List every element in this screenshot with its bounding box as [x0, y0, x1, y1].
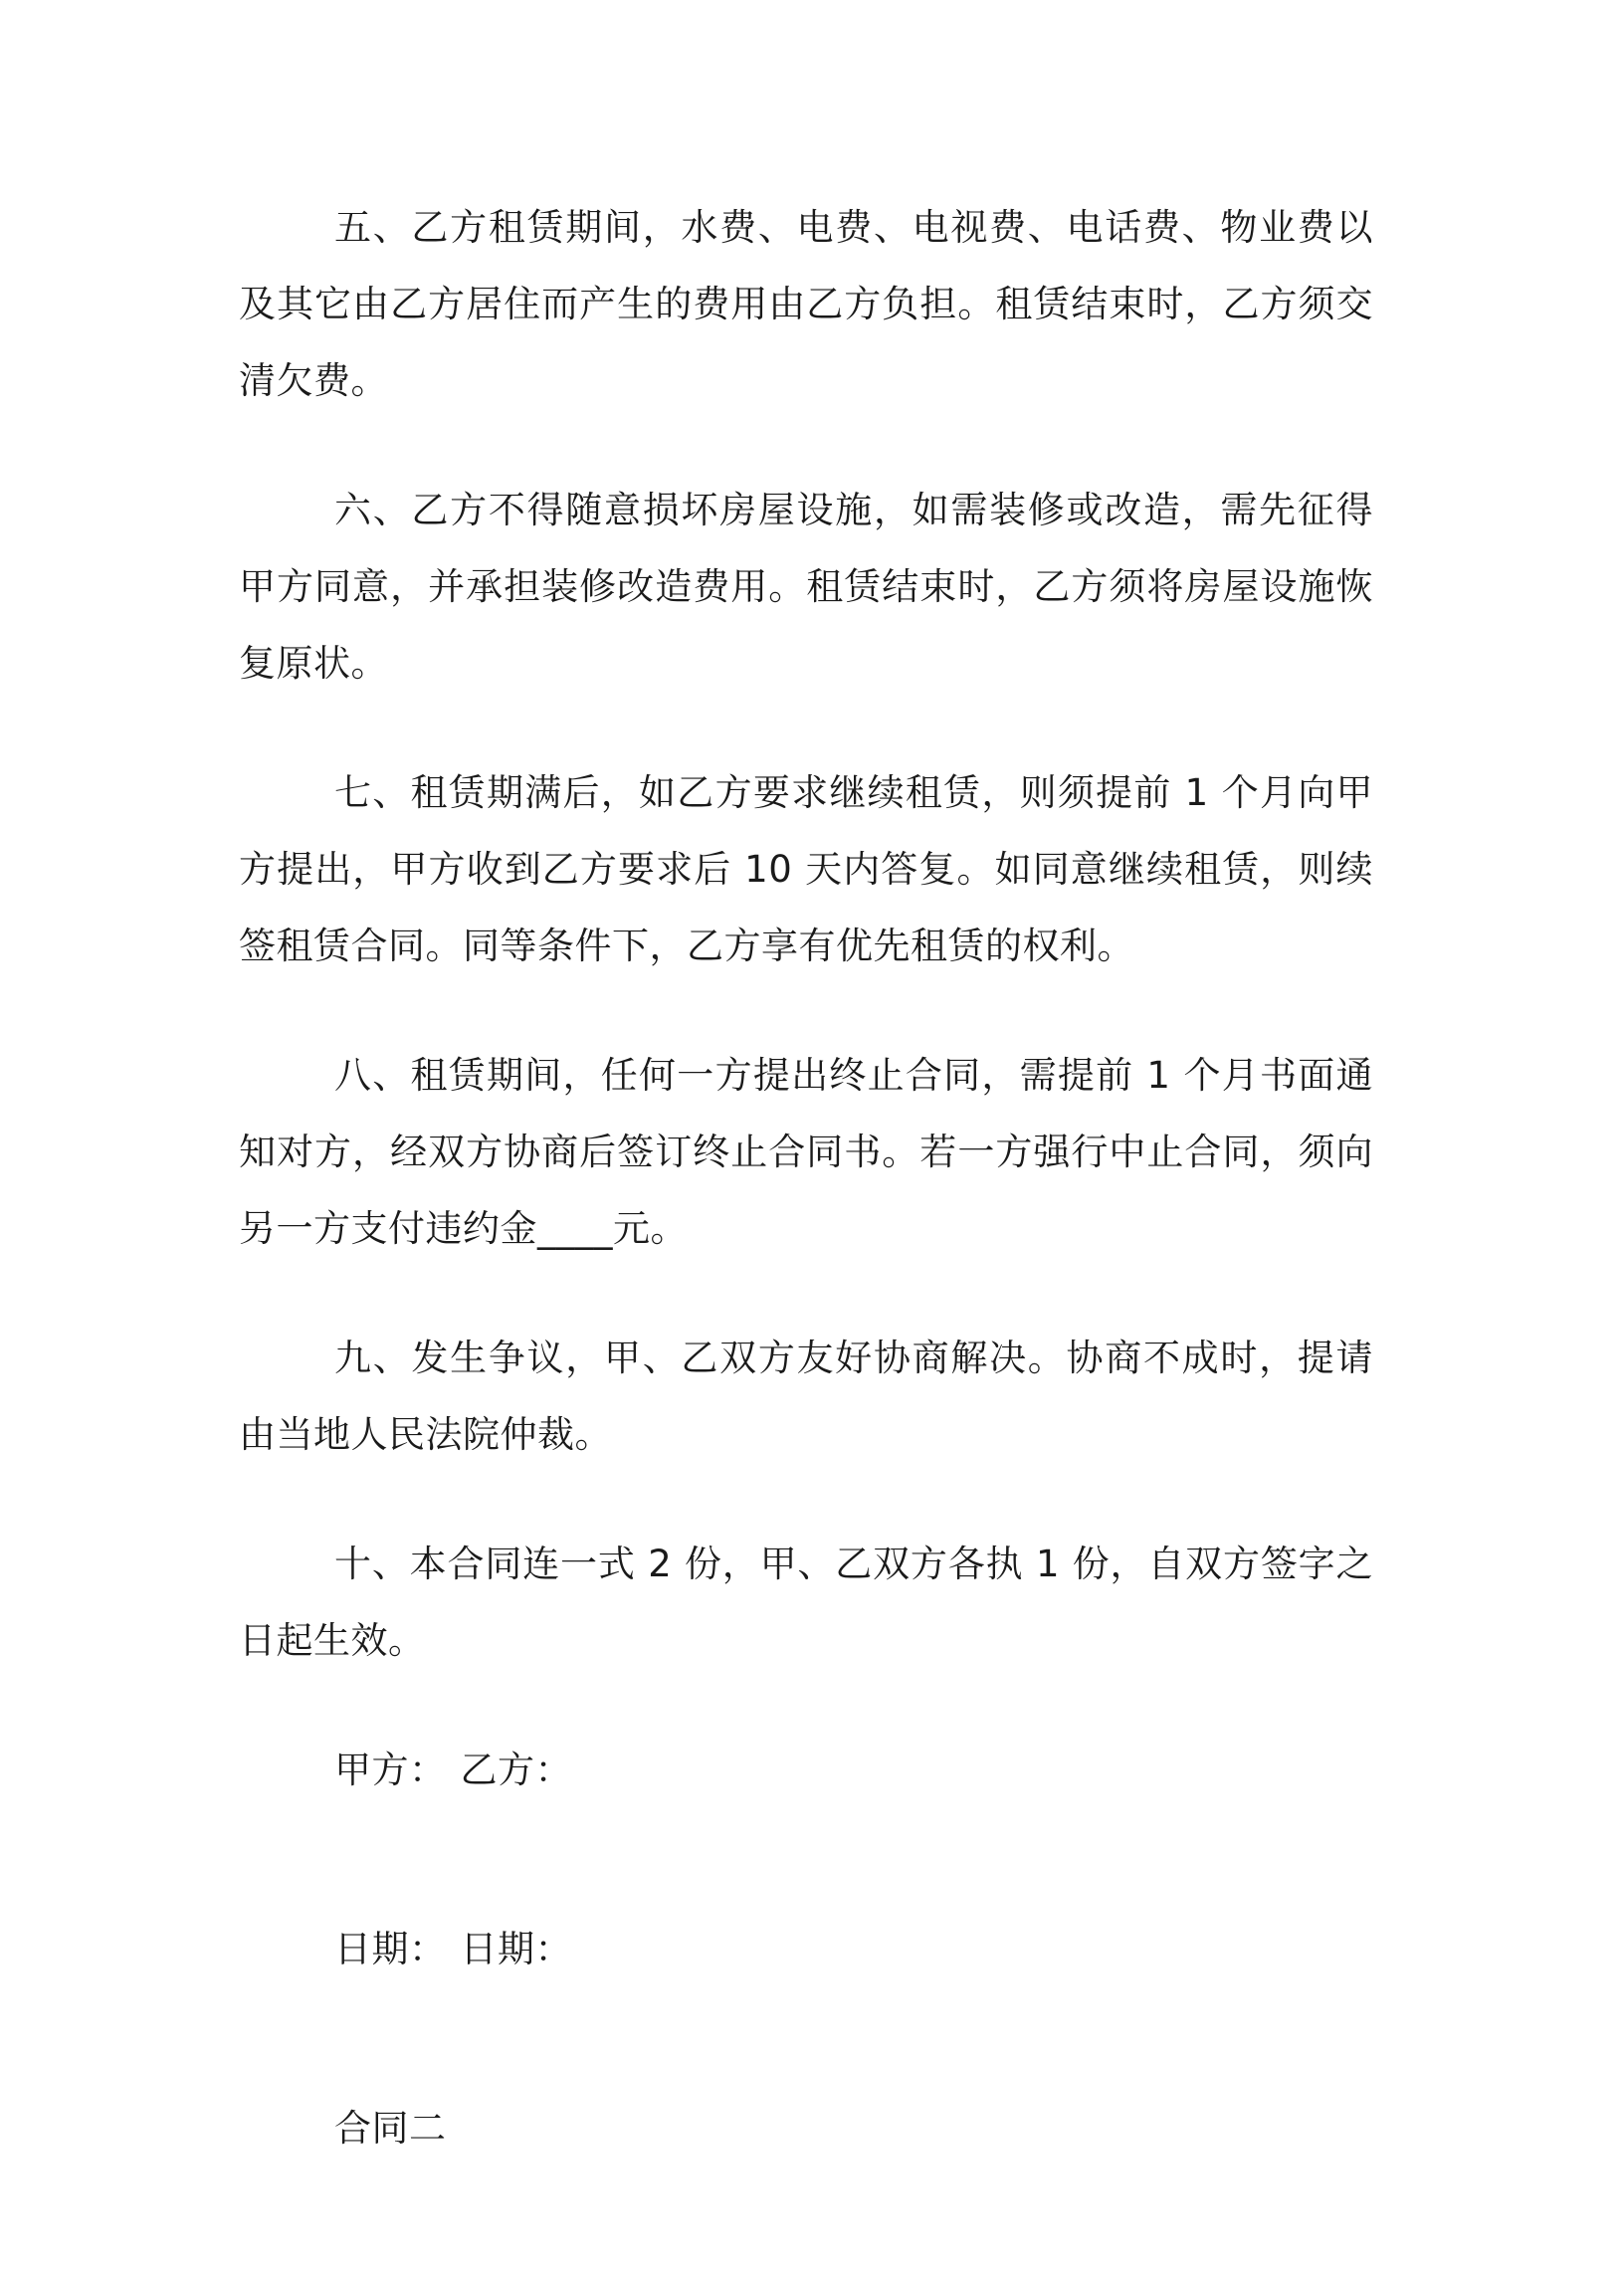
clause-6: 六、乙方不得随意损坏房屋设施，如需装修或改造，需先征得甲方同意，并承担装修改造费用。租赁结束时，乙方须将房屋设施恢复原状。 [239, 489, 1373, 685]
date-a-label: 日期： [334, 1928, 447, 1970]
next-section-title: 合同二 [334, 2107, 447, 2150]
document-body [239, 189, 1373, 2269]
party-a-label: 甲方： [334, 1749, 447, 1791]
signature-parties-line [239, 1732, 1373, 1808]
signature-dates-line [239, 1911, 1373, 1987]
clause-9: 九、发生争议，甲、乙双方友好协商解决。协商不成时，提请由当地人民法院仲裁。 [239, 1337, 1373, 1456]
party-b-label: 乙方： [460, 1749, 572, 1791]
clause-10: 十、本合同连一式 2 份，甲、乙双方各执 1 份，自双方签字之日起生效。 [239, 1543, 1373, 1662]
clause-7: 七、租赁期满后，如乙方要求继续租赁，则须提前 1 个月向甲方提出，甲方收到乙方要求后 10 天内答复。如同意继续租赁，则续签租赁合同。同等条件下，乙方享有优先租赁的权利。 [239, 771, 1373, 967]
clause-8: 八、租赁期间，任何一方提出终止合同，需提前 1 个月书面通知对方，经双方协商后签订终止合同书。若一方强行中止合同，须向另一方支付违约金____元。 [239, 1054, 1373, 1250]
clause-5: 五、乙方租赁期间，水费、电费、电视费、电话费、物业费以及其它由乙方居住而产生的费用由乙方负担。租赁结束时，乙方须交清欠费。 [239, 206, 1373, 402]
date-b-label: 日期： [460, 1928, 572, 1970]
